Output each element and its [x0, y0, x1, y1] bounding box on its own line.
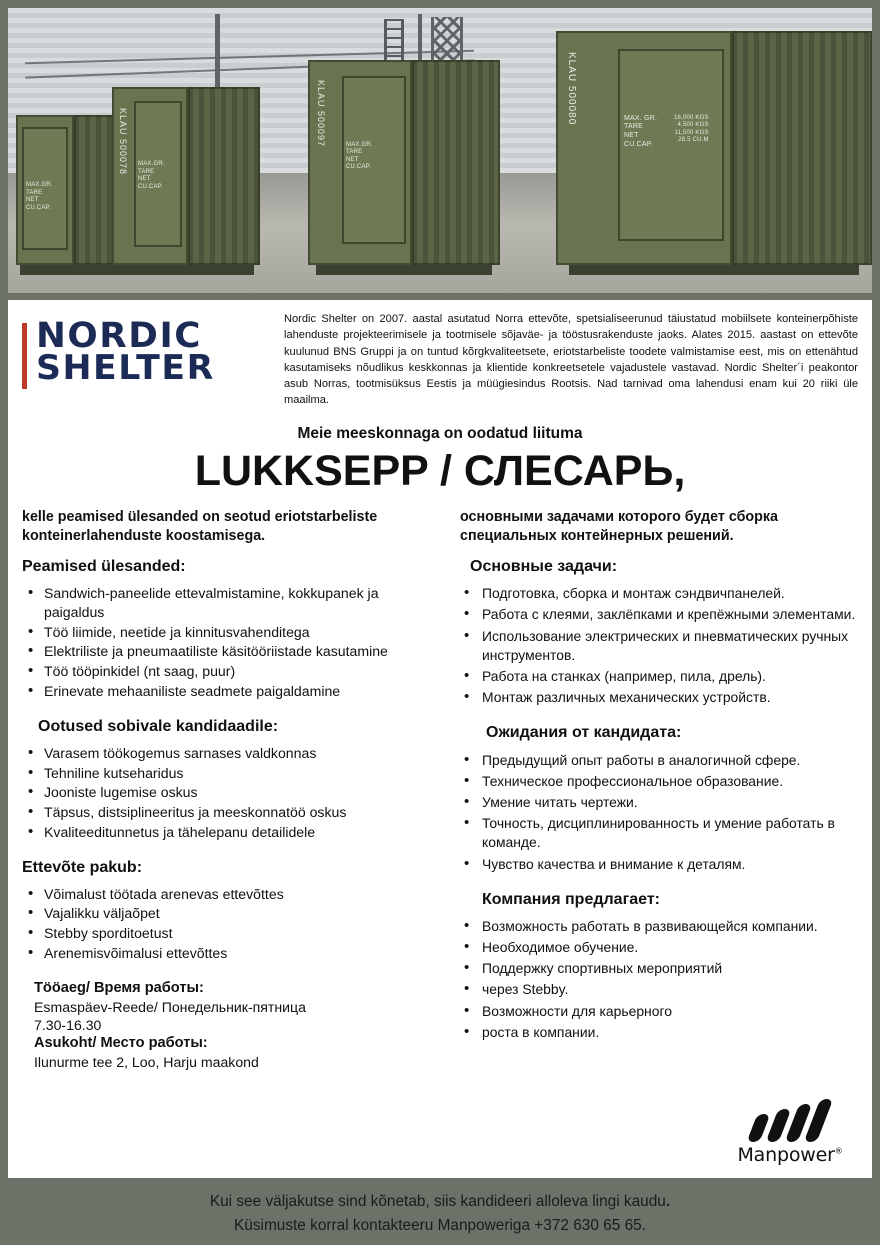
location-value: Ilunurme tee 2, Loo, Harju maakond [34, 1054, 259, 1071]
list-item: • Умение читать чертежи. [460, 793, 874, 812]
list-item: • Varasem töökogemus sarnases valdkonnas [22, 744, 442, 763]
list-ootused-kandidaadile [22, 744, 442, 842]
footer-line-2: Küsimuste korral kontakteeru Manpoweriga +372 630 65 65. [234, 1216, 646, 1234]
shipping-container: KLAU 500080 MAX. GR. TARE NET CU.CAP. 16,000 KGS 4,500 KGS 11,500 KGS 28.5 CU.M [556, 31, 872, 265]
heading-ootused-kandidaadile: Ootused sobivale kandidaadile: [38, 717, 279, 735]
list-item: • Sandwich-paneelide ettevalmistamine, kokkupanek ja paigaldus [22, 584, 442, 621]
worktime-hours: 7.30-16.30 [34, 1016, 102, 1033]
list-ozhidaniya-ot-kandidata [460, 751, 874, 874]
list-item: • Võimalust töötada arenevas ettevõttes [22, 885, 442, 904]
heading-kompaniya-predlagaet: Компания предлагает: [482, 890, 660, 908]
nordic-shelter-logo [22, 308, 278, 409]
list-item: • Чувство качества и внимание к деталям. [460, 855, 874, 874]
company-description: Nordic Shelter on 2007. aastal asutatud Norra ettevõte, spetsialiseerunud täiustatud mobiilsete konteinerpõhiste lahenduste projekteerimisele ja tootmisele sõjaväe- ja tööstusrakenduste jaoks. Alates 2015. aastast on ettevõte kuulunud BNS Gruppi ja on tuntud kõrgkvaliteetsete, eriotstarbeliste toodete valmistamise eest, mis on ettenähtud kasutamiseks nõudlikus keskkonnas ja klientide konkreetsetele vajadustele vastavad. Nordic Shelter´i peakontor asub Norras, tootmisüksus Eestis ja müügiesindus Rootsis. Nad tarnivad oma lahendusi enam kui 20 riiki üle maailma. [284, 313, 858, 407]
list-osnovnye-zadachi [460, 584, 874, 707]
footer-line-1-period: . [665, 1193, 671, 1210]
shipping-container: MAX.GR. TARE NET CU.CAP. [16, 115, 126, 265]
location-label: Asukoht/ Место работы: [34, 1035, 208, 1052]
list-item: • Работа с клеями, заклёпками и крепёжными элементами. [460, 605, 874, 624]
list-item: • Поддержку спортивных мероприятий [460, 959, 874, 978]
worktime-label: Tööaeg/ Время работы: [34, 979, 204, 996]
list-ettevote-pakub [22, 885, 442, 963]
list-item: • Необходимое обучение. [460, 938, 874, 957]
list-item: • Возможность работать в развивающейся компании. [460, 917, 874, 936]
list-item: • Täpsus, distsiplineeritus ja meeskonnatöö oskus [22, 803, 442, 822]
russian-lead: основными задачами которого будет сборка специальных контейнерных решений. [460, 508, 779, 544]
logo-line-2: SHELTER [36, 347, 215, 388]
manpower-logo [726, 1100, 854, 1166]
column-estonian [22, 508, 454, 1072]
registered-mark: ® [834, 1146, 843, 1156]
manpower-wordmark-text: Manpower [737, 1144, 835, 1166]
logo-accent-bar [22, 323, 27, 389]
column-russian [454, 508, 874, 1072]
hero-container-photo [8, 8, 872, 293]
list-item: • Töö tööpinkidel (nt saag, puur) [22, 662, 442, 681]
list-peamised-ulesanded [22, 584, 442, 700]
shipping-container: KLAU 500097 MAX.GR. TARE NET CU.CAP. [308, 60, 500, 265]
shipping-container: KLAU 500078 MAX.GR. TARE NET CU.CAP. [112, 87, 260, 265]
list-item: • роста в компании. [460, 1023, 874, 1042]
logo-line-1: NORDIC [36, 316, 203, 356]
estonian-lead: kelle peamised ülesanded on seotud eriotstarbeliste konteinerlahenduste koostamisega. [22, 508, 378, 544]
heading-ozhidaniya-ot-kandidata: Ожидания от кандидата: [486, 724, 682, 742]
list-item: • Elektriliste ja pneumaatiliste käsitööriistade kasutamine [22, 642, 442, 661]
list-item: • через Stebby. [460, 980, 874, 999]
list-item: • Монтаж различных механических устройств. [460, 688, 874, 707]
list-item: • Jooniste lugemise oskus [22, 783, 442, 802]
list-item: • Предыдущий опыт работы в аналогичной сфере. [460, 751, 874, 770]
list-item: • Использование электрических и пневматических ручных инструментов. [460, 627, 874, 665]
list-item: • Tehniline kutseharidus [22, 764, 442, 783]
company-header [8, 300, 872, 409]
list-item: • Работа на станках (например, пила, дрель). [460, 667, 874, 686]
two-column-body [8, 508, 872, 1072]
list-item: • Töö liimide, neetide ja kinnitusvahenditega [22, 623, 442, 642]
footer-line-1 [0, 1190, 880, 1214]
list-item: • Подготовка, сборка и монтаж сэндвичпанелей. [460, 584, 874, 603]
list-item: • Arenemisvõimalusi ettevõttes [22, 944, 442, 963]
advert-card [8, 300, 872, 1178]
list-kompaniya-predlagaet [460, 917, 874, 1042]
intro-line: Meie meeskonnaga on oodatud liituma [297, 424, 583, 442]
list-item: • Возможности для карьерного [460, 1002, 874, 1021]
list-item: • Stebby sporditoetust [22, 924, 442, 943]
worktime-days: Esmaspäev-Reede/ Понедельник-пятница [34, 998, 306, 1015]
footer-contact [0, 1178, 880, 1245]
heading-ettevote-pakub: Ettevõte pakub: [22, 858, 143, 876]
list-item: • Точность, дисциплинированность и умение работать в команде. [460, 814, 874, 852]
list-item: • Техническое профессиональное образование. [460, 772, 874, 791]
manpower-bars-icon [738, 1100, 842, 1142]
list-item: • Kvaliteeditunnetus ja tähelepanu detailidele [22, 823, 442, 842]
list-item: • Erinevate mehaaniliste seadmete paigaldamine [22, 682, 442, 701]
heading-osnovnye-zadachi: Основные задачи: [470, 558, 618, 576]
heading-peamised-ulesanded: Peamised ülesanded: [22, 558, 186, 576]
footer-line-1-text: Kui see väljakutse sind kõnetab, siis kandideeri alloleva lingi kaudu [209, 1193, 666, 1210]
manpower-wordmark [737, 1144, 842, 1166]
job-title: LUKKSEPP / СЛЕСАРЬ, [194, 446, 686, 495]
list-item: • Vajalikku väljaõpet [22, 904, 442, 923]
job-details [22, 979, 442, 1072]
